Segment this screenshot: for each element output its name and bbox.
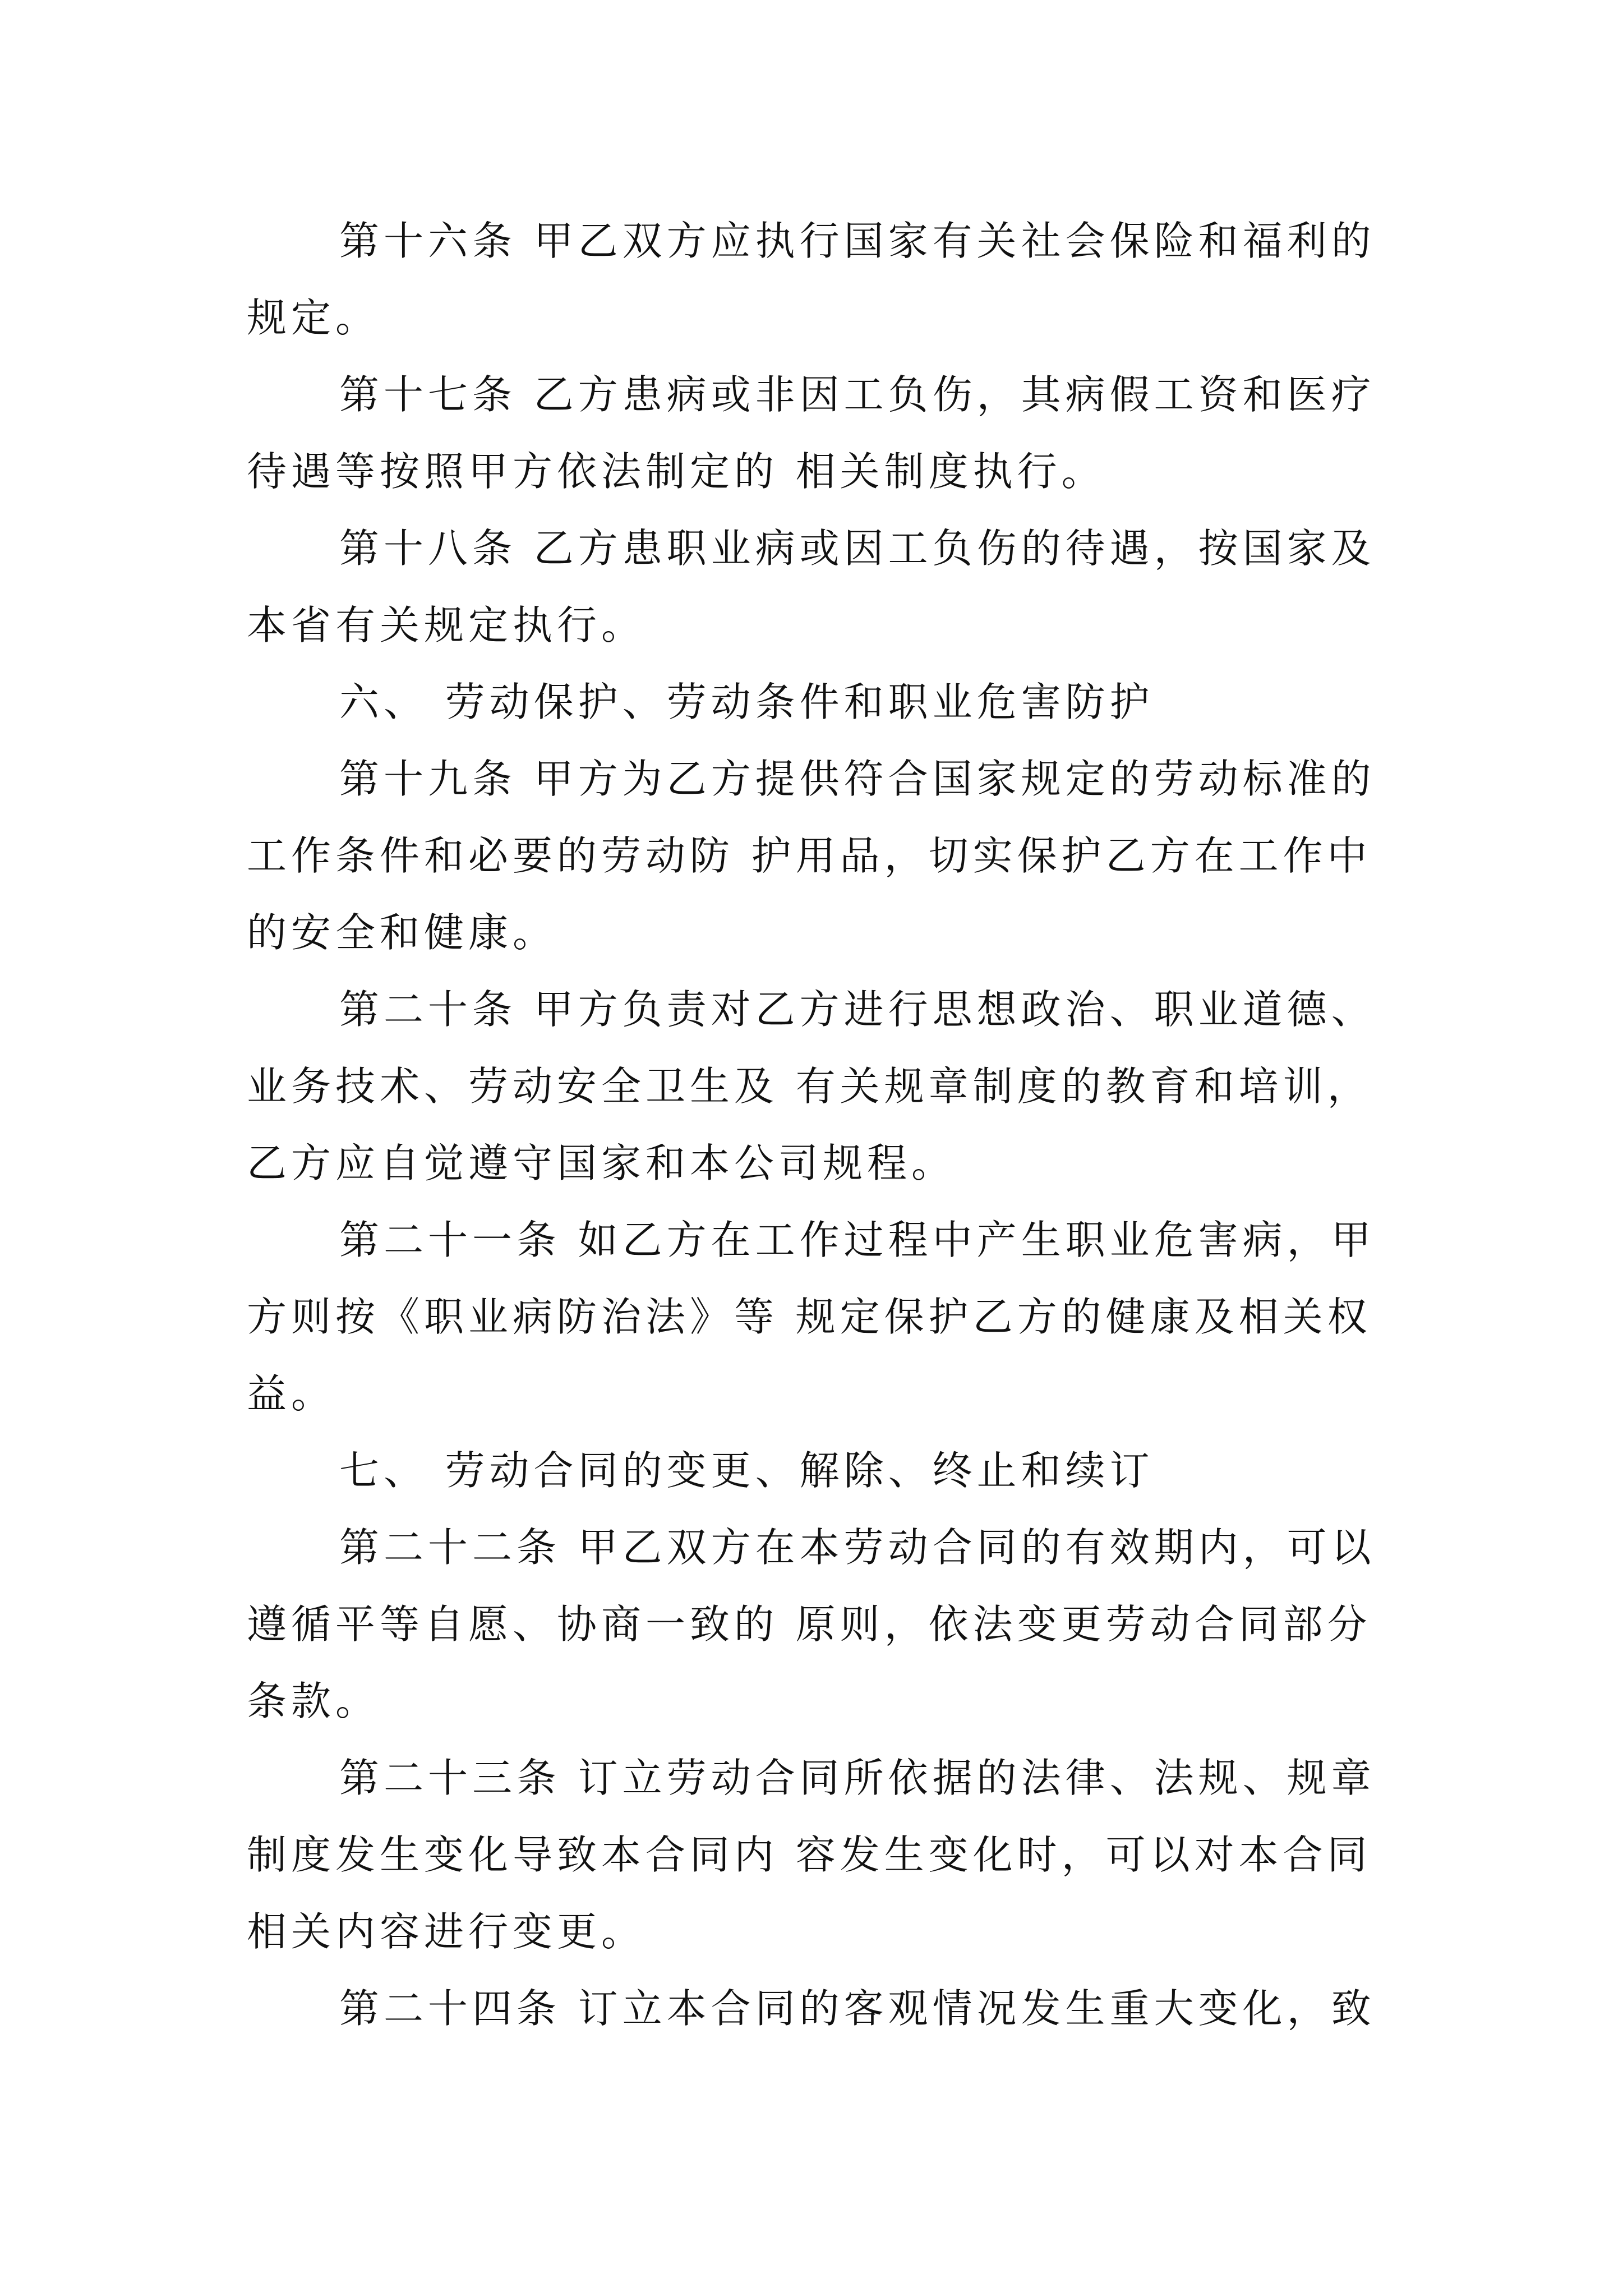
- text-line: 遵循平等自愿、协商一致的 原则，依法变更劳动合同部分: [247, 1601, 1372, 1648]
- text-line: 方则按《职业病防治法》等 规定保护乙方的健康及相关权: [247, 1294, 1372, 1340]
- text-line: 益。: [247, 1370, 336, 1417]
- text-line: 第二十二条 甲乙双方在本劳动合同的有效期内，可以: [339, 1524, 1376, 1571]
- text-line: 规定。: [247, 295, 380, 341]
- text-line: 第十六条 甲乙双方应执行国家有关社会保险和福利的: [339, 218, 1376, 264]
- section-heading: 七、 劳动合同的变更、解除、终止和续订: [339, 1447, 1154, 1494]
- text-line: 第十七条 乙方患病或非因工负伤，其病假工资和医疗: [339, 371, 1376, 418]
- text-line: 第十九条 甲方为乙方提供符合国家规定的劳动标准的: [339, 756, 1376, 802]
- text-line: 工作条件和必要的劳动防 护用品，切实保护乙方在工作中: [247, 832, 1372, 879]
- text-line: 条款。: [247, 1678, 380, 1724]
- text-line: 制度发生变化导致本合同内 容发生变化时，可以对本合同: [247, 1832, 1372, 1878]
- text-line: 第二十四条 订立本合同的客观情况发生重大变化，致: [339, 1985, 1376, 2032]
- text-line: 待遇等按照甲方依法制定的 相关制度执行。: [247, 448, 1106, 495]
- text-line: 相关内容进行变更。: [247, 1908, 646, 1955]
- text-line: 第二十一条 如乙方在工作过程中产生职业危害病，甲: [339, 1217, 1376, 1263]
- text-line: 业务技术、劳动安全卫生及 有关规章制度的教育和培训，: [247, 1063, 1372, 1110]
- text-line: 乙方应自觉遵守国家和本公司规程。: [247, 1140, 956, 1186]
- text-line: 的安全和健康。: [247, 909, 557, 956]
- text-line: 第二十条 甲方负责对乙方进行思想政治、职业道德、: [339, 986, 1376, 1033]
- section-heading: 六、 劳动保护、劳动条件和职业危害防护: [339, 679, 1154, 725]
- text-line: 第十八条 乙方患职业病或因工负伤的待遇，按国家及: [339, 525, 1376, 572]
- text-line: 第二十三条 订立劳动合同所依据的法律、法规、规章: [339, 1755, 1376, 1801]
- text-line: 本省有关规定执行。: [247, 602, 646, 648]
